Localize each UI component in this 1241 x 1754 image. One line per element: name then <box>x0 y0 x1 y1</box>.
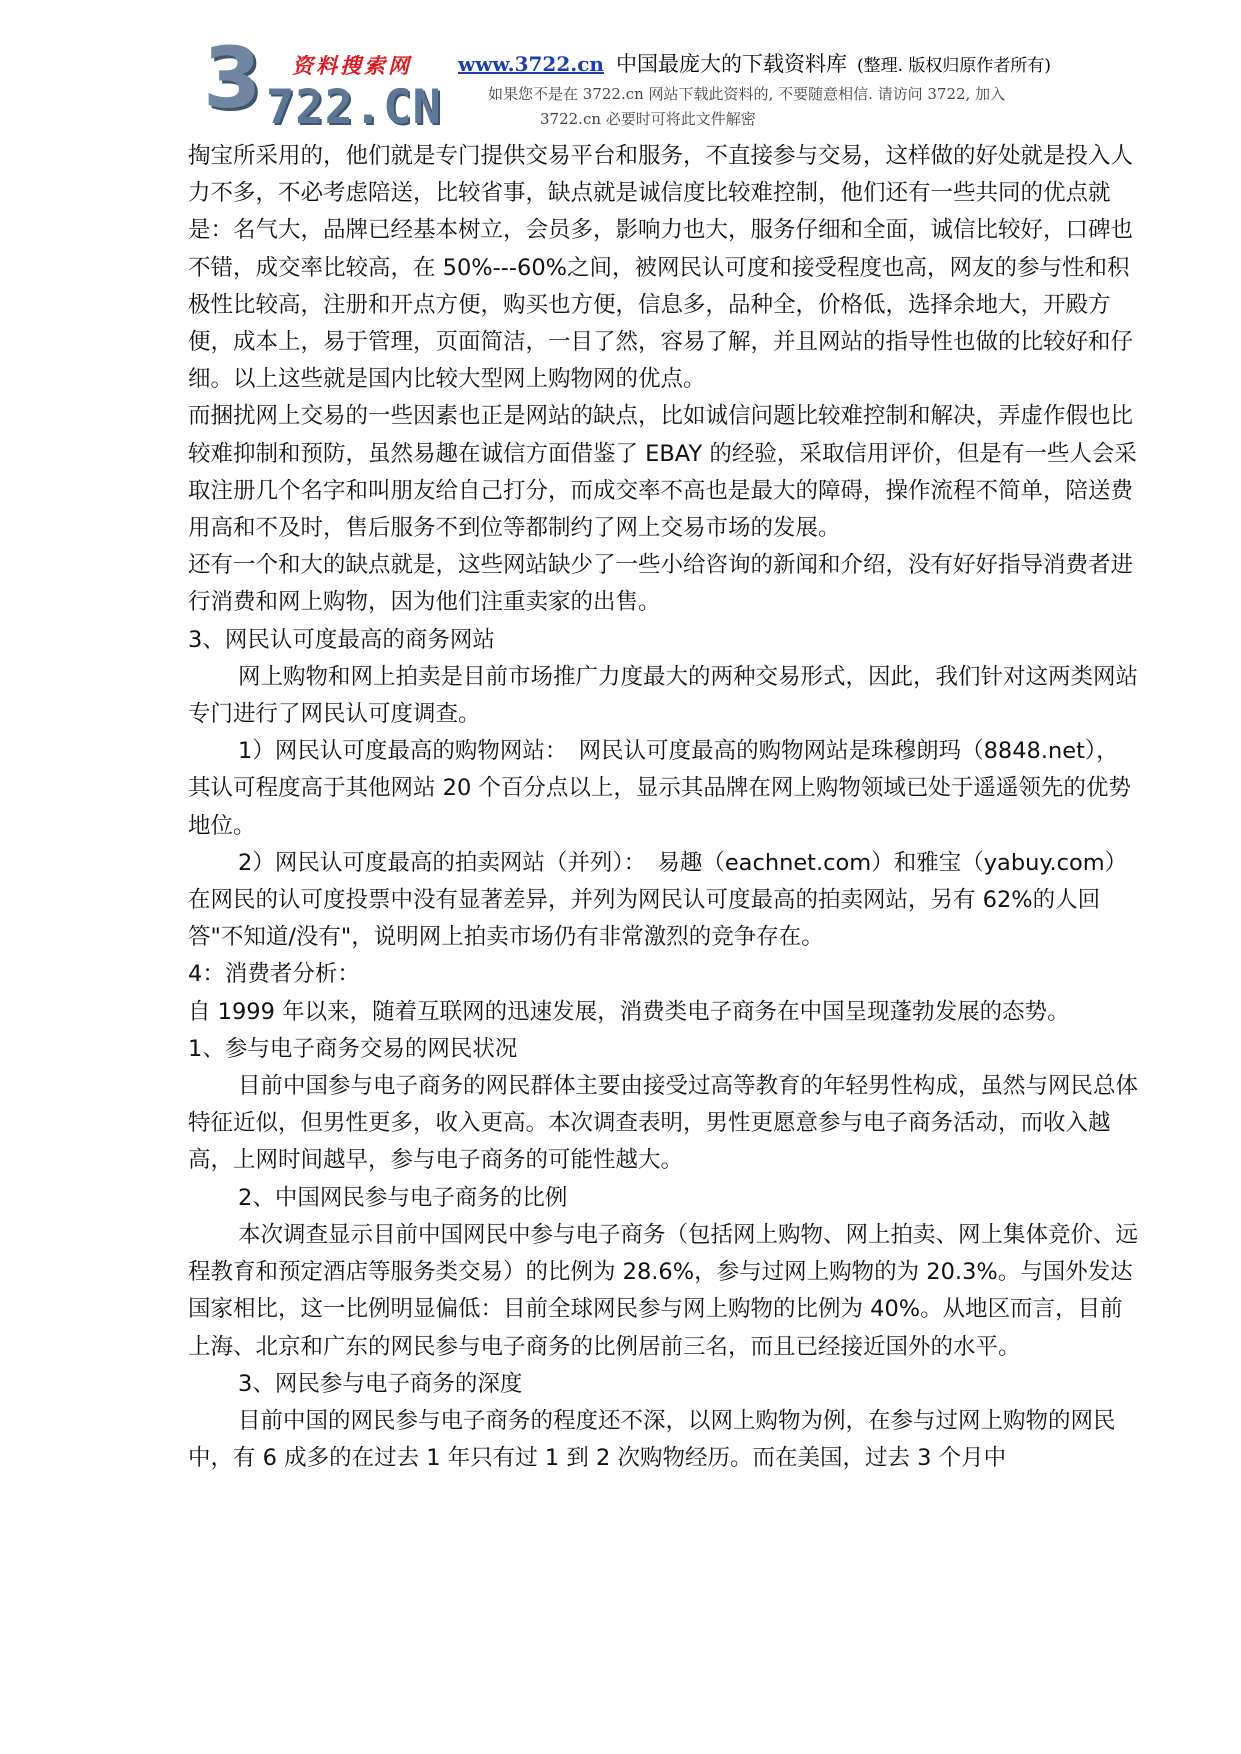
site-url-link[interactable]: www.3722.cn <box>458 52 604 76</box>
paragraph: 自 1999 年以来，随着互联网的迅速发展，消费类电子商务在中国呈现蓬勃发展的态势。 <box>188 998 1070 1025</box>
paragraph: 而捆扰网上交易的一些因素也正是网站的缺点，比如诚信问题比较难控制和解决，弄虚作假也比较难抑制和预防，虽然易趣在诚信方面借鉴了 EBAY 的经验，采取信用评价，但是有一些人会采取注册几个名字和叫朋友给自己打分，而成交率不高也是最大的障碍，操作流程不简单，陪送费用高和不及时，售后服务不到位等都制约了网上交易市场的发展。 <box>188 403 1137 542</box>
paragraph: 1）网民认可度最高的购物网站： 网民认可度最高的购物网站是珠穆朗玛（8848.net），其认可程度高于其他网站 20 个百分点以上，显示其品牌在网上购物领域已处于遥遥领先的优势地位。 <box>188 738 1131 839</box>
paragraph: 2）网民认可度最高的拍卖网站（并列）： 易趣（eachnet.com）和雅宝（yabuy.com）在网民的认可度投票中没有显著差异，并列为网民认可度最高的拍卖网站，另有 62%的人回答"不知道/没有"，说明网上拍卖市场仍有非常激烈的竞争存在。 <box>188 849 1128 951</box>
section-heading: 2、中国网民参与电子商务的比例 <box>238 1184 568 1211</box>
section-heading: 4：消费者分析： <box>188 961 360 988</box>
paragraph: 目前中国的网民参与电子商务的程度还不深，以网上购物为例，在参与过网上购物的网民中，有 6 成多的在过去 1 年只有过 1 到 2 次购物经历。而在美国，过去 3 个月中 <box>188 1407 1116 1472</box>
paragraph: 目前中国参与电子商务的网民群体主要由接受过高等教育的年轻男性构成，虽然与网民总体特征近似，但男性更多，收入更高。本次调查表明，男性更愿意参与电子商务活动，而收入越高，上网时间越早，参与电子商务的可能性越大。 <box>188 1073 1139 1174</box>
paragraph: 本次调查显示目前中国网民中参与电子商务（包括网上购物、网上拍卖、网上集体竞价、远程教育和预定酒店等服务类交易）的比例为 28.6%，参与过网上购物的为 20.3%。与国外发达国家相比，这一比例明显偏低：目前全球网民参与网上购物的比例为 40%。从地区而言，目前上海、北京和广东的网民参与电子商务的比例居前三名，而且已经接近国外的水平。 <box>188 1221 1139 1360</box>
copyright-note: (整理. 版权归原作者所有) <box>856 56 1052 76</box>
paragraph: 网上购物和网上拍卖是目前市场推广力度最大的两种交易形式，因此，我们针对这两类网站专门进行了网民认可度调查。 <box>188 663 1139 728</box>
document-body <box>188 138 1138 1477</box>
section-heading: 1、参与电子商务交易的网民状况 <box>188 1035 518 1062</box>
page-header <box>0 0 1241 140</box>
logo-number: 3 <box>203 29 262 127</box>
section-heading: 3、网民参与电子商务的深度 <box>238 1370 523 1397</box>
header-title-line <box>458 51 1051 79</box>
download-notice-line-1: 如果您不是在 3722.cn 网站下载此资料的, 不要随意相信. 请访问 3722, 加入 <box>488 85 1006 103</box>
logo-domain-text: 722.CN <box>266 80 442 135</box>
paragraph: 掏宝所采用的，他们就是专门提供交易平台和服务，不直接参与交易，这样做的好处就是投入人力不多，不必考虑陪送，比较省事，缺点就是诚信度比较难控制，他们还有一些共同的优点就是：名气大，品牌已经基本树立，会员多，影响力也大，服务仔细和全面，诚信比较好，口碑也不错，成交率比较高，在 50%---60%之间，被网民认可度和接受程度也高，网友的参与性和积极性比较高，注册和开点方便，购买也方便，信息多，品种全，价格低，选择余地大，开殿方便，成本上，易于管理，页面简洁，一目了然，容易了解，并且网站的指导性也做的比较好和仔细。以上这些就是国内比较大型网上购物网的优点。 <box>188 143 1134 393</box>
paragraph: 还有一个和大的缺点就是，这些网站缺少了一些小给咨询的新闻和介绍，没有好好指导消费者进行消费和网上购物，因为他们注重卖家的出售。 <box>188 552 1134 616</box>
download-notice-line-2: 3722.cn 必要时可将此文件解密 <box>540 110 756 128</box>
site-slogan: 中国最庞大的下载资料库 <box>615 52 847 76</box>
section-heading: 3、网民认可度最高的商务网站 <box>188 626 495 653</box>
logo-tagline: 资料搜索网 <box>292 53 412 78</box>
